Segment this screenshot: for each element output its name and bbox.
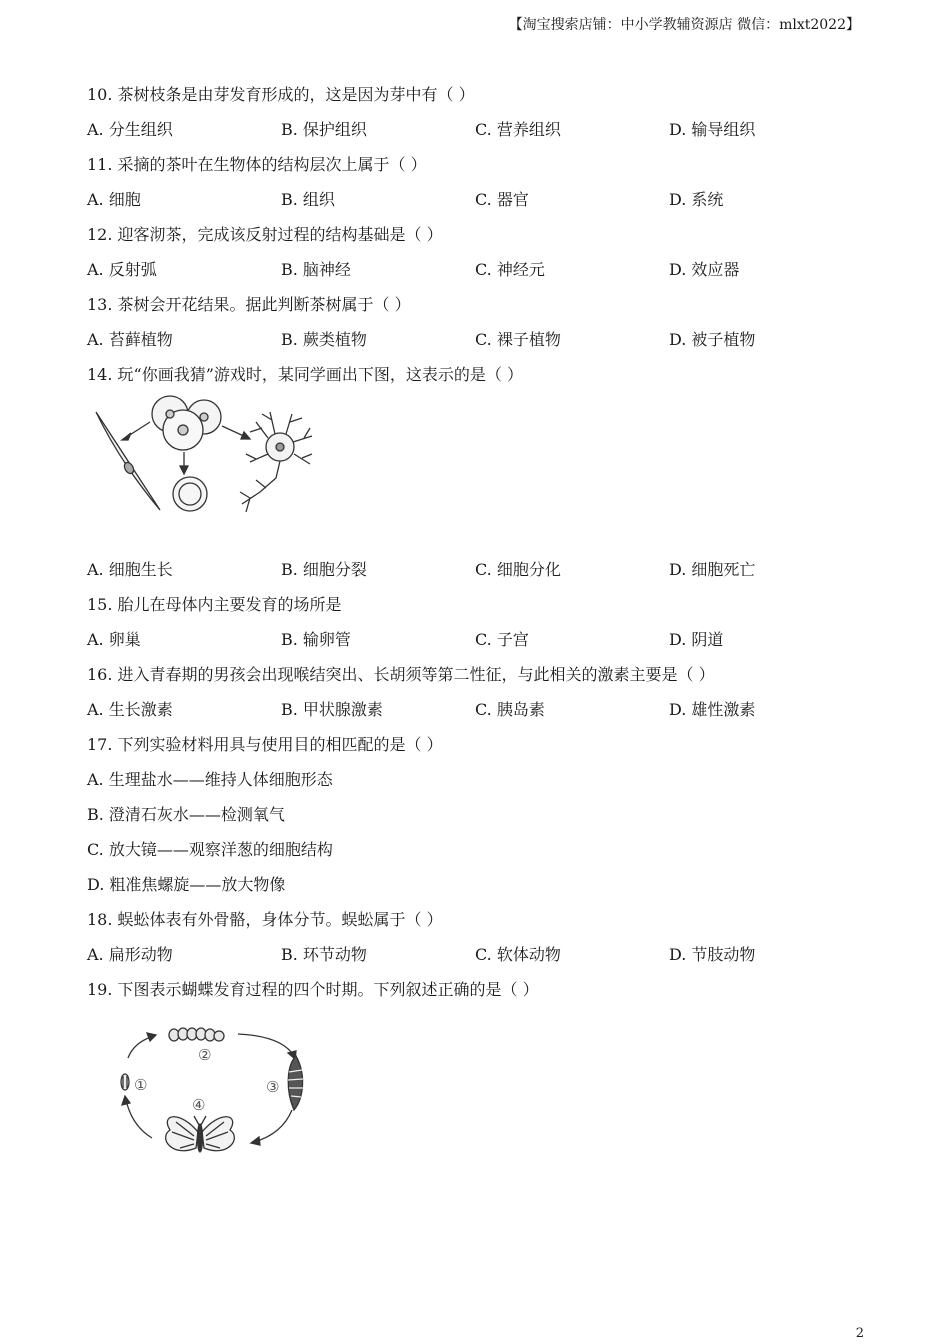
question-18-option-d: D. 节肢动物 xyxy=(669,945,756,964)
question-17-option-b: B. 澄清石灰水——检测氧气 xyxy=(87,805,285,824)
question-19-stem: 19. 下图表示蝴蝶发育过程的四个时期。下列叙述正确的是（ ） xyxy=(87,980,539,999)
question-11-stem: 11. 采摘的茶叶在生物体的结构层次上属于（ ） xyxy=(87,155,427,174)
question-14-option-d: D. 细胞死亡 xyxy=(669,560,756,579)
question-15-option-d: D. 阴道 xyxy=(669,630,724,649)
cell-differentiation-figure xyxy=(90,392,320,522)
larva-stage xyxy=(169,1028,224,1041)
stage-label-2: ② xyxy=(198,1046,212,1064)
question-14-option-a: A. 细胞生长 xyxy=(87,560,173,579)
adult-butterfly-stage xyxy=(166,1116,235,1152)
question-16-option-c: C. 胰岛素 xyxy=(475,700,545,719)
question-11-option-a: A. 细胞 xyxy=(87,190,141,209)
pupa-stage xyxy=(288,1056,303,1110)
question-11-option-d: D. 系统 xyxy=(669,190,724,209)
question-10-option-c: C. 营养组织 xyxy=(475,120,561,139)
question-13-option-b: B. 蕨类植物 xyxy=(281,330,367,349)
question-14-option-c: C. 细胞分化 xyxy=(475,560,561,579)
question-12-option-b: B. 脑神经 xyxy=(281,260,351,279)
question-18-stem: 18. 蜈蚣体表有外骨骼，身体分节。蜈蚣属于（ ） xyxy=(87,910,443,929)
egg-stage xyxy=(121,1074,129,1090)
muscle-cell xyxy=(96,412,160,510)
question-13-option-c: C. 裸子植物 xyxy=(475,330,561,349)
question-12-option-d: D. 效应器 xyxy=(669,260,740,279)
question-10-option-a: A. 分生组织 xyxy=(87,120,173,139)
question-13-stem: 13. 茶树会开花结果。据此判断茶树属于（ ） xyxy=(87,295,411,314)
question-16-stem: 16. 进入青春期的男孩会出现喉结突出、长胡须等第二性征，与此相关的激素主要是（ ） xyxy=(87,665,715,684)
question-12-option-c: C. 神经元 xyxy=(475,260,545,279)
header-banner: 【淘宝搜索店铺：中小学教辅资源店 微信：mlxt2022】 xyxy=(508,17,860,33)
question-11-option-b: B. 组织 xyxy=(281,190,335,209)
question-14-stem: 14. 玩“你画我猜”游戏时，某同学画出下图，这表示的是（ ） xyxy=(87,365,523,384)
question-12-stem: 12. 迎客沏茶，完成该反射过程的结构基础是（ ） xyxy=(87,225,443,244)
question-17-option-a: A. 生理盐水——维持人体细胞形态 xyxy=(87,770,333,789)
question-13-option-a: A. 苔藓植物 xyxy=(87,330,173,349)
stage-label-1: ① xyxy=(134,1076,148,1094)
stage-label-4: ④ xyxy=(192,1096,206,1114)
butterfly-life-cycle-figure xyxy=(110,1022,320,1164)
question-10-stem: 10. 茶树枝条是由芽发育形成的，这是因为芽中有（ ） xyxy=(87,85,475,104)
question-15-option-b: B. 输卵管 xyxy=(281,630,351,649)
question-10-option-d: D. 输导组织 xyxy=(669,120,756,139)
question-16-option-b: B. 甲状腺激素 xyxy=(281,700,383,719)
question-18-option-c: C. 软体动物 xyxy=(475,945,561,964)
red-blood-cell xyxy=(173,477,207,511)
question-15-option-c: C. 子宫 xyxy=(475,630,529,649)
question-17-option-d: D. 粗准焦螺旋——放大物像 xyxy=(87,875,286,894)
stage-label-3: ③ xyxy=(266,1078,280,1096)
question-17-option-c: C. 放大镜——观察洋葱的细胞结构 xyxy=(87,840,333,859)
question-12-option-a: A. 反射弧 xyxy=(87,260,157,279)
question-16-option-a: A. 生长激素 xyxy=(87,700,173,719)
neuron-cell xyxy=(240,412,312,512)
question-15-option-a: A. 卵巢 xyxy=(87,630,141,649)
question-13-option-d: D. 被子植物 xyxy=(669,330,756,349)
page-number: 2 xyxy=(855,1326,864,1341)
question-18-option-a: A. 扁形动物 xyxy=(87,945,173,964)
question-18-option-b: B. 环节动物 xyxy=(281,945,367,964)
question-16-option-d: D. 雄性激素 xyxy=(669,700,756,719)
question-15-stem: 15. 胎儿在母体内主要发育的场所是 xyxy=(87,595,342,614)
question-17-stem: 17. 下列实验材料用具与使用目的相匹配的是（ ） xyxy=(87,735,443,754)
question-11-option-c: C. 器官 xyxy=(475,190,529,209)
question-10-option-b: B. 保护组织 xyxy=(281,120,367,139)
question-14-option-b: B. 细胞分裂 xyxy=(281,560,367,579)
